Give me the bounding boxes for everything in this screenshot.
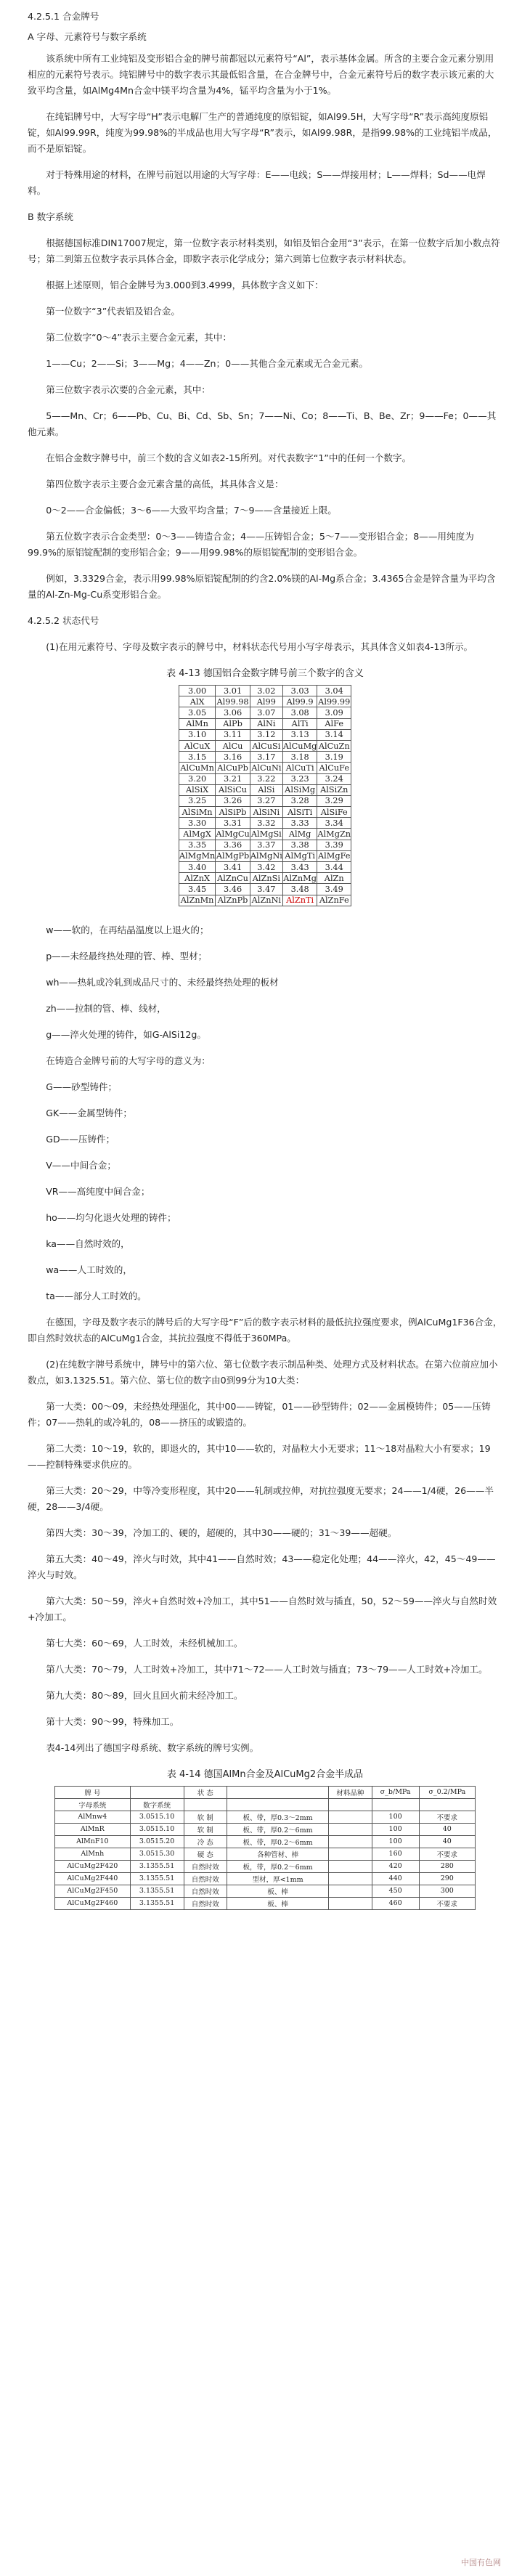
table-cell: 不要求 — [419, 1897, 475, 1909]
paragraph: 第二位数字“0～4”表示主要合金元素，其中： — [46, 332, 232, 343]
table-cell: 40 — [419, 1835, 475, 1848]
table-cell: 3.41 — [216, 862, 250, 873]
table-header-cell: 状 态 — [184, 1786, 227, 1798]
table-cell: 3.03 — [282, 686, 317, 696]
table-cell: AlPb — [216, 718, 250, 729]
table-cell: AlZnX — [179, 873, 215, 884]
table-cell: 100 — [372, 1811, 419, 1823]
table-cell: 软 制 — [184, 1823, 227, 1835]
paragraph: 对于特殊用途的材料，在牌号前冠以用途的大写字母：E——电线；S——焊接用材；L——焊料；Sd——电焊料。 — [28, 169, 486, 196]
table-cell: 板、带，厚0.2～6mm — [227, 1835, 329, 1848]
table-cell: AlCuZn — [318, 741, 350, 751]
table-cell: 冷 态 — [184, 1835, 227, 1848]
table-caption: 表 4-13 德国铝合金数字牌号前三个数字的含义 — [166, 668, 364, 679]
table-row — [179, 884, 351, 895]
table-cell: 3.42 — [250, 862, 282, 873]
table-cell: 460 — [372, 1897, 419, 1909]
table-cell: 280 — [419, 1860, 475, 1872]
table-cell: 3.40 — [179, 862, 215, 873]
table-cell: 3.22 — [250, 773, 282, 784]
table-cell: AlMgX — [179, 829, 215, 840]
table-cell: AlMg — [282, 829, 317, 840]
list-item: 第十大类：90～99，特殊加工。 — [46, 1715, 179, 1727]
table-row — [55, 1786, 476, 1798]
table-row — [55, 1885, 476, 1897]
table-cell: 3.11 — [216, 729, 250, 740]
list-item: ho——均匀化退火处理的铸件； — [46, 1211, 176, 1223]
table-cell: AlMnR — [55, 1823, 131, 1835]
table-row — [55, 1848, 476, 1860]
table-cell: AlMgSi — [250, 829, 282, 840]
table-row — [179, 862, 351, 873]
table-cell: AlZnPb — [216, 895, 250, 906]
paragraph: 在德国，字母及数字表示的牌号后的大写字母“F”后的数字表示材料的最低抗拉强度要求，例AlCuMg1F36合金，即自然时效状态的AlCuMg1合金，其抗拉强度不得低于360MPa。 — [28, 1316, 502, 1344]
table-cell: AlSiZn — [317, 784, 351, 795]
list-item: 第九大类：80～89，回火且回火前未经冷加工。 — [46, 1689, 243, 1701]
table-cell: 100 — [372, 1835, 419, 1848]
table-cell: 3.26 — [216, 795, 250, 806]
table-cell: AlZnCu — [216, 873, 250, 884]
table-cell: AlZnMg — [283, 873, 317, 883]
list-item: 第六大类：50～59，淬火+自然时效+冷加工，其中51——自然时效与插直，50，52～59——淬火与自然时效+冷加工。 — [28, 1595, 497, 1622]
table-cell: Al99.98 — [216, 696, 249, 707]
list-item: ka——自然时效的， — [46, 1238, 130, 1249]
paragraph: (1)在用元素符号、字母及数字表示的牌号中，材料状态代号用小写字母表示，其具体含义如表4-13所示。 — [46, 641, 473, 652]
table-cell: AlCuNi — [251, 763, 282, 773]
table-cell: AlMgZn — [317, 829, 351, 840]
table-row — [179, 807, 351, 818]
paragraph: 0～2——合金偏低；3～6——大致平均含量；7～9——含量接近上限。 — [46, 505, 337, 516]
paragraph: (2)在纯数字牌号系统中，牌号中的第六位、第七位数字表示制品种类、处理方式及材料状态。在第六位前应加小数点，如3.1325.51。第六位、第七位的数字由0到99分为10大类： — [28, 1358, 498, 1386]
list-item: 在铸造合金牌号前的大写字母的意义为： — [46, 1055, 211, 1066]
table-cell: AlMgFe — [318, 851, 351, 861]
table-cell: 420 — [372, 1860, 419, 1872]
watermark: 中国有色网 — [461, 2558, 501, 2567]
table-cell: 3.0515.10 — [130, 1811, 184, 1823]
paragraph: 第五位数字表示合金类型：0～3——铸造合金；4——压铸铝合金；5～7——变形铝合金；8——用纯度为99.9%的原铝锭配制的变形铝合金；9——用99.98%的原铝锭配制的变形铝合金。 — [28, 531, 474, 558]
table-cell: 3.46 — [216, 884, 250, 895]
table-cell — [329, 1860, 372, 1872]
table-header-cell: 字母系统 — [55, 1798, 131, 1811]
table-cell: 3.1355.51 — [130, 1860, 184, 1872]
paragraph: 根据上述原则，铝合金牌号为3.000到3.4999，具体数字含义如下： — [46, 280, 324, 290]
paragraph: 该系统中所有工业纯铝及变形铝合金的牌号前都冠以元素符号“Al”，表示基体金属。所含的主要合金元素分别用相应的元素符号表示。纯铝牌号中的数字表示其最低铝含量，在合金牌号中，合金元素符号后的数字表示该元素的大致平均含量，如AlMg4Mn合金中镁平均含量为4%，锰平均含量为小于1%。 — [28, 53, 494, 96]
list-item: zh——拉制的管、棒、线材， — [46, 1002, 166, 1014]
table-cell: 3.08 — [282, 707, 317, 718]
table-cell: 160 — [372, 1848, 419, 1860]
table-cell: 各种管材、棒 — [227, 1848, 329, 1860]
table-cell: 3.33 — [282, 818, 317, 829]
table-cell: 3.25 — [179, 795, 215, 806]
table-cell: 板、带，厚0.2～6mm — [227, 1823, 329, 1835]
list-item: 第二大类：10～19，软的，即退火的，其中10——软的，对晶粒大小无要求；11～18对晶粒大小有要求；19——控制特殊要求供应的。 — [28, 1442, 491, 1470]
paragraph: 1——Cu；2——Si；3——Mg；4——Zn；0——其他合金元素或无合金元素。 — [46, 358, 369, 369]
table-cell: 板、棒 — [227, 1897, 329, 1909]
table-cell: AlSiPb — [216, 807, 250, 818]
table-cell: 3.09 — [317, 707, 351, 718]
table-cell: AlSiNi — [250, 807, 282, 818]
table-cell: 3.38 — [282, 840, 317, 850]
table-cell: AlSiMn — [179, 807, 215, 818]
table-row — [179, 795, 351, 806]
paragraph: 例如，3.3329合金，表示用99.98%原铝锭配制的约含2.0%镁的Al-Mg系合金；3.4365合金是锌含量为平均含量的Al-Zn-Mg-Cu系变形铝合金。 — [28, 573, 496, 600]
list-item: wa——人工时效的， — [46, 1264, 132, 1275]
table-cell: AlMnw4 — [55, 1811, 131, 1823]
table-cell: 3.06 — [216, 707, 250, 718]
table-cell: AlMgTi — [282, 850, 317, 861]
table-row — [179, 696, 351, 707]
table-cell: 3.39 — [317, 840, 351, 850]
table-cell: 自然时效 — [184, 1897, 227, 1909]
list-item: GD——压铸件； — [46, 1133, 115, 1145]
table-row — [179, 873, 351, 884]
table-cell: 硬 态 — [184, 1848, 227, 1860]
table-cell: 3.0515.30 — [130, 1848, 184, 1860]
table-cell: AlSiTi — [282, 807, 317, 818]
paragraph: 第三位数字表示次要的合金元素，其中： — [46, 384, 211, 395]
table-cell: 3.48 — [282, 884, 317, 895]
table-header-cell: σ_b/MPa — [372, 1786, 419, 1798]
table-row — [179, 773, 351, 784]
table-header-cell — [419, 1798, 475, 1811]
state-class-list — [0, 1399, 530, 1730]
table-cell: 3.36 — [216, 840, 250, 850]
table-cell: 3.18 — [282, 752, 317, 763]
table-cell: 3.27 — [250, 795, 282, 806]
table-cell: 3.07 — [250, 707, 282, 718]
table-cell: 3.21 — [216, 773, 250, 784]
table-cell: 3.1355.51 — [130, 1897, 184, 1909]
table-cell: AlCuMg2F440 — [55, 1872, 131, 1885]
list-item: wh——热轧或冷轧到成品尺寸的、未经最终热处理的板材 — [46, 976, 279, 988]
table-cell: 3.20 — [179, 773, 215, 784]
paragraph: 5——Mn、Cr；6——Pb、Cu、Bi、Cd、Sb、Sn；7——Ni、Co；8——Ti、B、Be、Zr；9——Fe；0——其他元素。 — [28, 410, 497, 437]
list-item: V——中间合金； — [46, 1159, 116, 1171]
list-item: VR——高纯度中间合金； — [46, 1185, 150, 1197]
table-cell: AlCuMg2F450 — [55, 1885, 131, 1897]
table-row — [55, 1860, 476, 1872]
table-cell: AlCuX — [179, 740, 215, 751]
paragraph: 第一位数字“3”代表铝及铝合金。 — [46, 306, 180, 317]
table-row — [55, 1823, 476, 1835]
list-item: G——砂型铸件； — [46, 1081, 118, 1092]
table-cell: Al99.9 — [282, 696, 317, 707]
alloy-code-table — [179, 685, 351, 906]
table-cell: 3.28 — [282, 795, 317, 806]
table-header-cell — [329, 1798, 372, 1811]
table-cell: 3.00 — [179, 686, 215, 696]
list-item: 第七大类：60～69，人工时效，未经机械加工。 — [46, 1637, 243, 1649]
table-row — [179, 850, 351, 861]
table-cell: AlMn — [179, 718, 215, 729]
table-row — [179, 784, 351, 795]
table-cell: 40 — [419, 1823, 475, 1835]
table-cell: 3.45 — [179, 884, 215, 895]
table-row — [179, 740, 351, 751]
table-cell: 3.14 — [317, 729, 351, 740]
table-cell: 板、棒 — [227, 1885, 329, 1897]
table-cell: 3.34 — [317, 818, 351, 829]
table-header-cell — [130, 1786, 184, 1798]
table-cell: AlZnNi — [250, 895, 282, 906]
table-cell — [329, 1823, 372, 1835]
table-cell: AlCuMn — [180, 763, 214, 773]
table-cell: 3.16 — [216, 752, 250, 763]
table-row — [179, 729, 351, 740]
table-cell — [329, 1872, 372, 1885]
list-item: 第八大类：70～79，人工时效+冷加工，其中71～72——人工时效与插直；73～79——人工时效+冷加工。 — [46, 1663, 488, 1675]
table-cell: 3.01 — [216, 686, 250, 696]
table-cell: 290 — [419, 1872, 475, 1885]
table-cell: 型材，厚<1mm — [227, 1872, 329, 1885]
table-cell: AlCuMg — [282, 741, 317, 751]
table-row — [55, 1811, 476, 1823]
table-cell: AlCuFe — [317, 763, 351, 773]
section-heading-4252: 4.2.5.2 状态代号 — [28, 615, 99, 626]
table-header-cell — [184, 1798, 227, 1811]
table-cell: 3.17 — [250, 752, 282, 763]
table-header-cell — [372, 1798, 419, 1811]
table-cell: 3.31 — [216, 818, 250, 829]
table-cell: 3.0515.20 — [130, 1835, 184, 1848]
table-row — [179, 752, 351, 763]
table-header-cell: 材料品种 — [329, 1786, 372, 1798]
table-cell: 3.35 — [179, 840, 215, 850]
table-cell: AlFe — [317, 718, 351, 729]
table-header-cell — [227, 1786, 329, 1798]
table-row — [179, 829, 351, 840]
table-cell: AlMgPb — [216, 851, 250, 861]
table-cell: 3.29 — [317, 795, 351, 806]
table-cell — [329, 1811, 372, 1823]
table-cell: AlX — [179, 696, 215, 707]
table-cell: 450 — [372, 1885, 419, 1897]
table-cell: 3.10 — [179, 729, 215, 740]
table-cell: 300 — [419, 1885, 475, 1897]
table-cell: AlSiCu — [216, 784, 250, 795]
table-cell: 不要求 — [419, 1811, 475, 1823]
list-item: 第三大类：20～29，中等冷变形程度，其中20——轧制或拉伸，对抗拉强度无要求；24——1/4硬，26——半硬，28——3/4硬。 — [28, 1484, 494, 1512]
list-item: 第五大类：40～49，淬火与时效，其中41——自然时效；43——稳定化处理；44——淬火，42，45～49——淬火与时效。 — [28, 1553, 496, 1580]
table-header-cell: σ_0.2/MPa — [419, 1786, 475, 1798]
table-caption: 表 4-14 德国AlMn合金及AlCuMg2合金半成品 — [166, 1768, 364, 1780]
table-cell: AlZn — [317, 873, 351, 884]
table-cell: AlMgMn — [179, 851, 216, 861]
table-cell: AlCuTi — [282, 763, 317, 773]
table-cell: 3.44 — [317, 862, 351, 873]
table-header-cell — [227, 1798, 329, 1811]
state-code-list — [0, 922, 530, 1304]
table-row — [179, 686, 351, 696]
table-cell: AlMnF10 — [55, 1835, 131, 1848]
table-cell — [329, 1897, 372, 1909]
table-cell: 自然时效 — [184, 1860, 227, 1872]
table-header-cell: 数字系统 — [130, 1798, 184, 1811]
table-cell: AlSiMg — [282, 784, 317, 795]
table-cell: AlMnh — [55, 1848, 131, 1860]
table-cell: 3.24 — [317, 773, 351, 784]
table-cell: AlZnMn — [179, 895, 215, 906]
table-cell: 软 制 — [184, 1811, 227, 1823]
table-row — [55, 1835, 476, 1848]
paragraph: 在铝合金数字牌号中，前三个数的含义如表2-15所列。对代表数字“1”中的任何一个数字。 — [46, 452, 412, 463]
table-cell: 3.49 — [317, 884, 351, 895]
list-item: 第一大类：00～09，未经热处理强化，其中00——铸锭，01——砂型铸件；02——金属模铸件；05——压铸件；07——热轧的或冷轧的，08——挤压的或锻造的。 — [28, 1400, 491, 1428]
table-row — [179, 718, 351, 729]
table-cell: 3.13 — [282, 729, 317, 740]
subheading-b: B 数字系统 — [28, 211, 74, 222]
table-row — [179, 707, 351, 718]
table-cell: 不要求 — [419, 1848, 475, 1860]
table-cell: 3.05 — [179, 707, 215, 718]
table-cell: 3.47 — [250, 884, 282, 895]
table-cell — [329, 1885, 372, 1897]
table-cell: AlCuPb — [216, 763, 250, 773]
table-cell: 3.12 — [250, 729, 282, 740]
table-cell: 3.1355.51 — [130, 1885, 184, 1897]
table-cell: 自然时效 — [184, 1872, 227, 1885]
table-cell — [329, 1848, 372, 1860]
table-cell: AlCuMg2F420 — [55, 1860, 131, 1872]
table-cell: AlNi — [250, 718, 282, 729]
table-cell: 3.30 — [179, 818, 215, 829]
table-header-cell: 牌 号 — [55, 1786, 131, 1798]
table-cell: AlMgCu — [216, 829, 250, 840]
list-item: g——淬火处理的铸件，如G-AlSi12g。 — [46, 1028, 206, 1040]
table-row — [179, 818, 351, 829]
table-cell: AlSiX — [179, 784, 215, 795]
list-item: ta——部分人工时效的。 — [46, 1290, 147, 1301]
table-cell: AlMgNi — [250, 851, 282, 861]
table-cell: 3.23 — [282, 773, 317, 784]
paragraph: 在纯铝牌号中，大写字母“H”表示电解厂生产的普通纯度的原铝锭，如Al99.5H，大写字母“R”表示高纯度原铝锭，如Al99.99R，纯度为99.98%的半成品也用大写字母“R”表示，如Al99.98R，是指99.98%的工业纯铝半成品，而不是原铝锭。 — [28, 111, 497, 154]
paragraph: 根据德国标准DIN17007规定，第一位数字表示材料类别，如铝及铝合金用“3”表示，在第一位数字后加小数点符号；第二到第五位数字表示具体合金，即数字表示化学成分；第六到第七位数字表示材料状态。 — [28, 237, 500, 264]
table-cell: 440 — [372, 1872, 419, 1885]
table-cell: AlZnTi — [282, 895, 317, 906]
table-row — [179, 895, 351, 906]
table-row — [179, 840, 351, 850]
table-cell: Al99 — [250, 696, 282, 707]
table-row — [55, 1798, 476, 1811]
table-cell: 100 — [372, 1823, 419, 1835]
table-cell: AlTi — [282, 718, 317, 729]
table-cell: AlCu — [216, 740, 250, 751]
table-cell: Al99.99 — [318, 696, 351, 707]
table-row — [179, 763, 351, 773]
table-cell: 3.02 — [250, 686, 282, 696]
table-cell: AlSiFe — [317, 807, 351, 818]
table-cell: 3.32 — [250, 818, 282, 829]
list-item: GK——金属型铸件； — [46, 1107, 132, 1118]
table-cell: 3.0515.10 — [130, 1823, 184, 1835]
table-cell — [329, 1835, 372, 1848]
list-item: w——软的，在再结晶温度以上退火的； — [46, 924, 209, 935]
table-cell: AlCuSi — [250, 740, 282, 751]
alloy-semi-product-table — [54, 1786, 476, 1910]
table-cell: 自然时效 — [184, 1885, 227, 1897]
table-row — [55, 1872, 476, 1885]
table-cell: 3.37 — [250, 840, 282, 850]
list-item: p——未经最终热处理的管、棒、型材； — [46, 950, 208, 962]
table-cell: 3.15 — [179, 752, 215, 763]
paragraph: 第四位数字表示主要合金元素含量的高低，其具体含义是： — [46, 479, 284, 489]
subheading-a: A 字母、元素符号与数字系统 — [28, 31, 147, 42]
list-item: 第四大类：30～39，冷加工的、硬的，超硬的，其中30——硬的；31～39——超硬。 — [46, 1527, 397, 1538]
table-cell: 3.19 — [317, 752, 351, 763]
paragraph: 表4-14列出了德国字母系统、数字系统的牌号实例。 — [46, 1742, 259, 1753]
table-cell: 3.43 — [282, 862, 317, 873]
table-cell: 板，带，厚0.2～6mm — [227, 1860, 329, 1872]
table-row — [55, 1897, 476, 1909]
table-cell: AlZnFe — [317, 895, 351, 906]
table-cell: 3.04 — [317, 686, 351, 696]
table-cell: AlZnSi — [250, 873, 282, 884]
table-cell: 板、带，厚0.3～2mm — [227, 1811, 329, 1823]
section-heading-4251: 4.2.5.1 合金牌号 — [28, 11, 99, 22]
table-cell: 3.1355.51 — [130, 1872, 184, 1885]
table-cell: AlCuMg2F460 — [55, 1897, 131, 1909]
table-cell: AlSi — [250, 784, 282, 795]
